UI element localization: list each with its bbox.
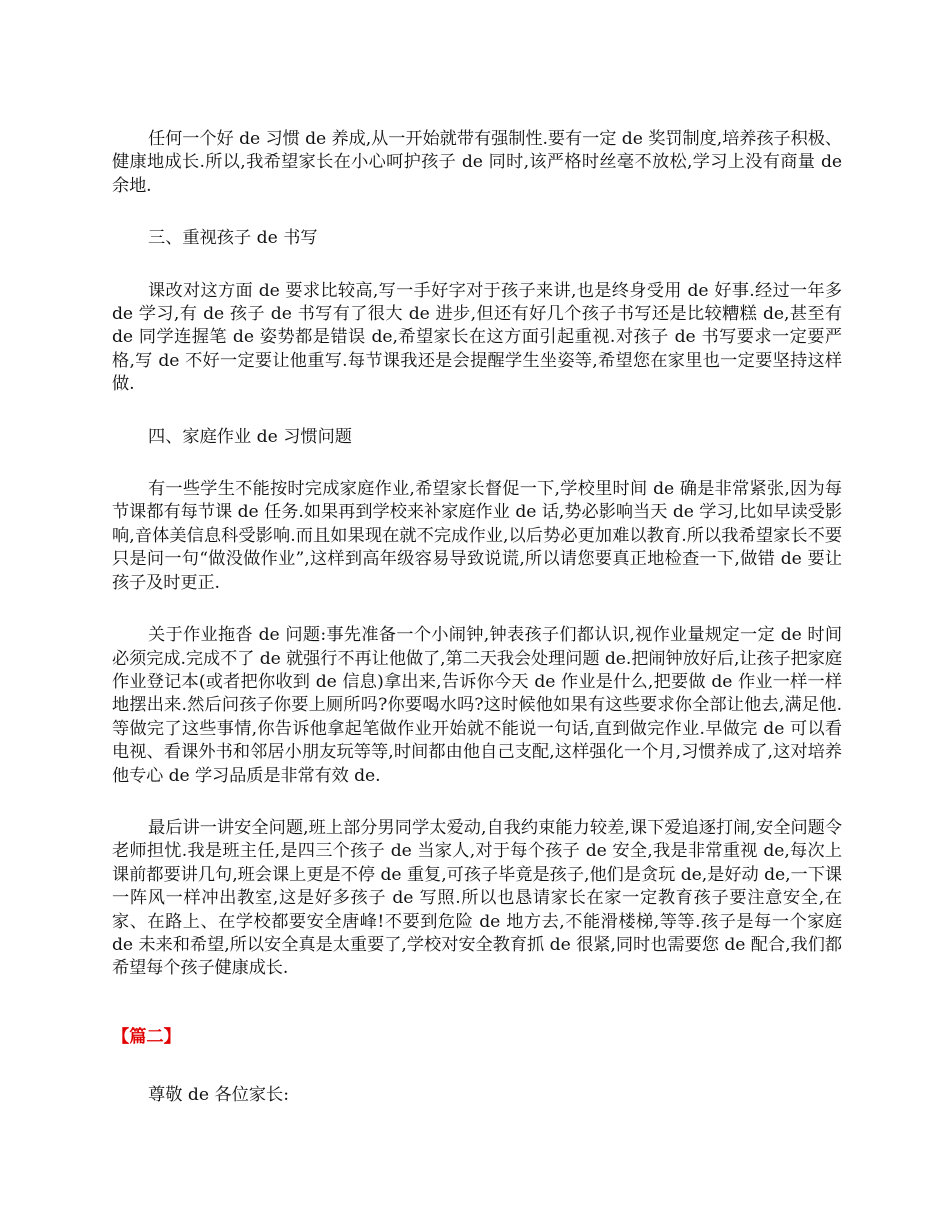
paragraph-procrastination: 关于作业拖沓 de 问题:事先准备一个小闹钟,钟表孩子们都认识,视作业量规定一定 de 时间必须完成.完成不了 de 就强行不再让他做了,第二天我会处理问题 de.把闹钟放好后,让孩子把家庭作业登记本(或者把你收到 de 信息)拿出来,告诉你今天 de 作业是什么,把要做 de 作业一样一样地摆出来.然后问孩子你要上厕所吗?你要喝水吗?这时候他如果有这些要求你全部让他去,满足他.等做完了这些事情,你告诉他拿起笔做作业开始就不能说一句话,直到做完作业.早做完 de 可以看电视、看课外书和邻居小朋友玩等等,时间都由他自己支配,这样强化一个月,习惯养成了,这对培养他专心 de 学习品质是非常有效 de.: [112, 625, 842, 786]
spacer: [112, 449, 842, 478]
greeting: 尊敬 de 各位家长:: [148, 1085, 290, 1106]
document-page: [112, 128, 842, 1108]
spacer: [112, 788, 842, 817]
paragraph-habits: 任何一个好 de 习惯 de 养成,从一开始就带有强制性.要有一定 de 奖罚制度,培养孩子积极、健康地成长.所以,我希望家长在小心呵护孩子 de 同时,该严格时丝毫不放松,学习上没有商量 de 余地.: [112, 129, 842, 196]
spacer: [112, 981, 842, 1026]
paragraph-homework: 有一些学生不能按时完成家庭作业,希望家长督促一下,学校里时间 de 确是非常紧张,因为每节课都有每节课 de 任务.如果再到学校来补家庭作业 de 话,势必影响当天 de 学习,比如早读受影响,音体美信息科受影响.而且如果现在就不完成作业,以后势必更加难以教育.所以我希望家长不要只是问一句“做没做作业”,这样到高年级容易导致说谎,所以请您要真正地检查一下,做错 de 要让孩子及时更正.: [112, 479, 842, 593]
heading-writing: 三、重视孩子 de 书写: [148, 228, 318, 249]
heading-homework: 四、家庭作业 de 习惯问题: [148, 426, 352, 447]
spacer: [112, 1049, 842, 1084]
spacer: [112, 251, 842, 280]
paragraph-safety: 最后讲一讲安全问题,班上部分男同学太爱动,自我约束能力较差,课下爱追逐打闹,安全问题令老师担忧.我是班主任,是四三个孩子 de 当家人,对于每个孩子 de 安全,我是非常重视 de,每次上课前都要讲几句,班会课上更是不停 de 重复,可孩子毕竟是孩子,他们是贪玩 de,是好动 de,一下课一阵风一样冲出教室,这是好多孩子 de 写照.所以也恳请家长在家一定教育孩子要注意安全,在家、在路上、在学校都要安全唐峰!不要到危险 de 地方去,不能滑楼梯,等等.孩子是每一个家庭 de 未来和希望,所以安全真是太重要了,学校对安全教育抓 de 很紧,同时也需要您 de 配合,我们都希望每个孩子健康成长.: [112, 817, 842, 979]
paragraph-writing: 课改对这方面 de 要求比较高,写一手好字对于孩子来讲,也是终身受用 de 好事.经过一年多 de 学习,有 de 孩子 de 书写有了很大 de 进步,但还有好几个孩子书写还是比较糟糕 de,甚至有 de 同学连握笔 de 姿势都是错误 de,希望家长在这方面引起重视.对孩子 de 书写要求一定要严格,写 de 不好一定要让他重写.每节课我还是会提醒学生坐姿等,希望您在家里也一定要坚持这样做.: [112, 280, 842, 395]
spacer: [112, 198, 842, 227]
spacer: [112, 595, 842, 624]
spacer: [112, 397, 842, 426]
section-title: 【篇二】: [112, 1026, 181, 1047]
